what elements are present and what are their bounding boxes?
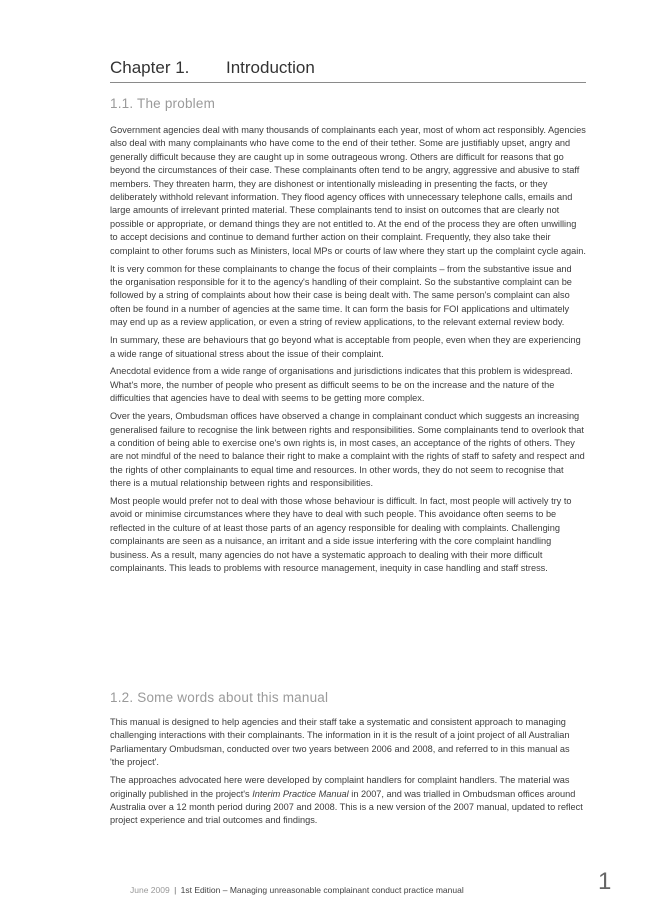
footer-separator: | <box>174 885 177 895</box>
paragraph: Over the years, Ombudsman offices have observed a change in complainant conduct which suggests an increasing generalised failure to recognise the link between rights and responsibilities. Some complainants tend to overlook that a condition of being able to exercise one's own rights is, in most cases, an acceptance of the rights of others. They are not mindful of the need to balance their right to make a complaint with the rights of staff to safety and respect and the rights of other complainants to equal time and resources. In other words, they do not seem to recognise that there is a mutual relationship between rights and responsibilities. <box>110 411 585 489</box>
italic-title: Interim Practice Manual <box>252 788 349 799</box>
paragraph: Government agencies deal with many thousands of complainants each year, most of whom act responsibly. Agencies also deal with many complainants who have come to the end of their tether. Some are justifiably upset, angry and generally difficult because they are caught up in some outrageous wrong. Others are difficult for reasons that go beyond the circumstances of their case. These complainants often tend to be angry, aggressive and abusive to staff members. They threaten harm, they are dishonest or intentionally misleading in presenting the facts, or they deliberately withhold relevant information. They flood agency offices with unnecessary telephone calls, emails and large amounts of irrelevant printed material. These complainants tend to insist on outcomes that are clearly not possible or appropriate, or demand things they are not entitled to. At the end of the process they are often unwilling to accept decisions and continue to demand further action on their complaint. Frequently, they also take their complaint to other forums such as Ministers, local MPs or courts of law where they start up the complaint cycle again. <box>110 125 586 256</box>
chapter-heading <box>110 56 586 83</box>
paragraph: The approaches advocated here were developed by complaint handlers for complaint handlers. The material was originally published in the project's Interim Practice Manual in 2007, and was trialled in Ombudsman offices around Australia over a 12 month period during 2007 and 2008. This is a new version of the 2007 manual, updated to reflect project experience and trial outcomes and findings. <box>110 775 583 826</box>
section-body-problem <box>110 124 586 580</box>
chapter-number: Chapter 1. <box>110 58 190 77</box>
page-number: 1 <box>598 868 612 895</box>
section-title-problem: 1.1. The problem <box>110 96 216 111</box>
paragraph: Anecdotal evidence from a wide range of organisations and jurisdictions indicates that this problem is widespread. What's more, the number of people who present as difficult seems to be on the increase and the nature of the difficulties that agencies have to deal with seems to be getting more complex. <box>110 366 573 404</box>
page-footer <box>130 885 464 895</box>
section-title-manual: 1.2. Some words about this manual <box>110 690 329 705</box>
paragraph: It is very common for these complainants to change the focus of their complaints – from the substantive issue and the organisation responsible for it to the agency's handling of their complaint. So the substantive complaint can be followed by a string of complaints about how their case is being dealt with. The same person's complaint can also often be found in a number of agencies at the same time. It can form the basis for FOI applications and ultimately may end up as a review application, or even a string of review applications, to the relevant external review body. <box>110 263 572 328</box>
paragraph: In summary, these are behaviours that go beyond what is acceptable from people, even when they are experiencing a wide range of situational stress about the issue of their complaint. <box>110 335 581 359</box>
footer-date: June 2009 <box>130 885 170 895</box>
chapter-title: Introduction <box>226 58 315 77</box>
paragraph: Most people would prefer not to deal with those whose behaviour is difficult. In fact, most people will actively try to avoid or minimise circumstances where they have to deal with such people. This avoidance often seems to be reflected in the culture of at least those parts of an agency responsible for dealing with complaints. Challenging complainants are seen as a nuisance, an irritant and a side issue interfering with the core complaint handling business. As a result, many agencies do not have a systematic approach to dealing with their more difficult complainants. This leads to problems with resource management, inequity in case handling and staff stress. <box>110 496 572 574</box>
section-body-manual <box>110 716 586 832</box>
paragraph: This manual is designed to help agencies and their staff take a systematic and consistent approach to managing challenging interactions with their complainants. The information in it is the result of a joint project of all Australian Parliamentary Ombudsman, conducted over two years between 2006 and 2008, and referred to in this manual as 'the project'. <box>110 717 570 768</box>
footer-text: 1st Edition – Managing unreasonable complainant conduct practice manual <box>180 885 464 895</box>
